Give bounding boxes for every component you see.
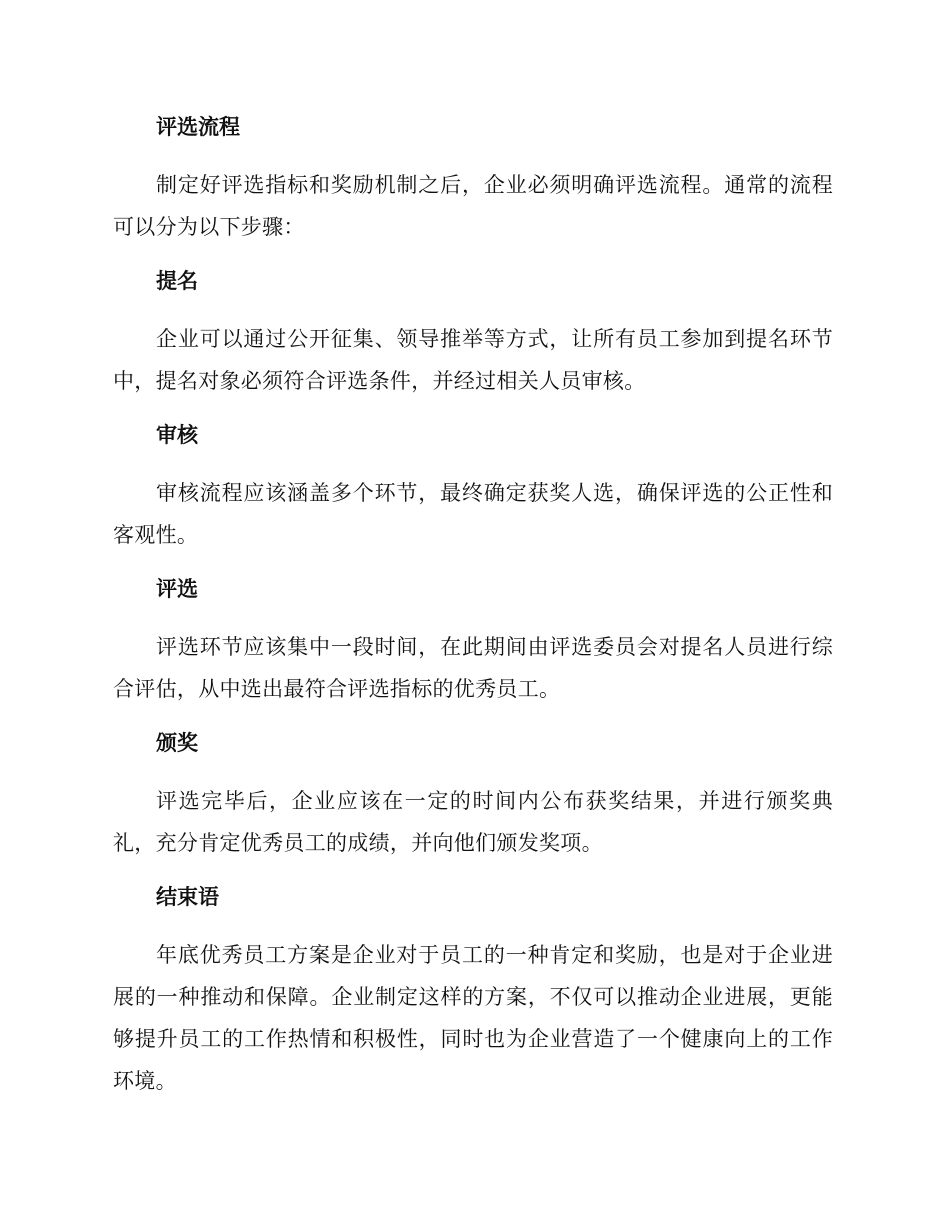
section-heading-evaluation: 评选 bbox=[156, 577, 198, 601]
section-paragraph-selection-process: 制定好评选指标和奖励机制之后，企业必须明确评选流程。通常的流程可以分为以下步骤： bbox=[113, 173, 833, 239]
document-body bbox=[113, 108, 833, 1102]
section-paragraph-award: 评选完毕后，企业应该在一定的时间内公布获奖结果，并进行颁奖典礼，充分肯定优秀员工的成绩，并向他们颁发奖项。 bbox=[113, 789, 833, 855]
section-paragraph-nomination: 企业可以通过公开征集、领导推举等方式，让所有员工参加到提名环节中，提名对象必须符合评选条件，并经过相关人员审核。 bbox=[113, 327, 833, 393]
section-paragraph-review: 审核流程应该涵盖多个环节，最终确定获奖人选，确保评选的公正性和客观性。 bbox=[113, 481, 833, 547]
section-paragraph-evaluation: 评选环节应该集中一段时间，在此期间由评选委员会对提名人员进行综合评估，从中选出最符合评选指标的优秀员工。 bbox=[113, 635, 833, 701]
section-heading-conclusion: 结束语 bbox=[156, 885, 219, 909]
section-heading-selection-process: 评选流程 bbox=[156, 115, 240, 139]
section-heading-review: 审核 bbox=[156, 423, 198, 447]
section-heading-award: 颁奖 bbox=[156, 731, 198, 755]
section-heading-nomination: 提名 bbox=[156, 269, 198, 293]
section-paragraph-conclusion: 年底优秀员工方案是企业对于员工的一种肯定和奖励，也是对于企业进展的一种推动和保障。企业制定这样的方案，不仅可以推动企业进展，更能够提升员工的工作热情和积极性，同时也为企业营造了一个健康向上的工作环境。 bbox=[113, 943, 833, 1093]
